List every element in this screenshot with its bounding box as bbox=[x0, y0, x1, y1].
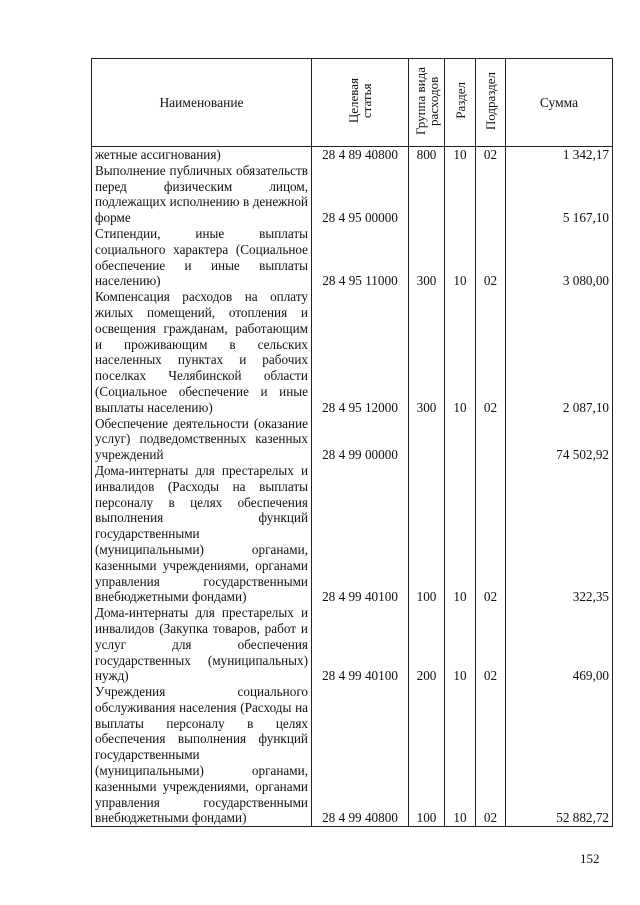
cell-name: жетные ассигнования) bbox=[92, 147, 312, 163]
table-row bbox=[92, 684, 613, 827]
cell-subsection: 02 bbox=[476, 605, 506, 684]
table-row bbox=[92, 289, 613, 415]
cell-target-article: 28 4 95 11000 bbox=[312, 226, 409, 289]
cell-sum: 322,35 bbox=[506, 463, 613, 605]
header-name: Наименование bbox=[92, 59, 312, 147]
budget-table bbox=[91, 58, 613, 827]
cell-expense-group: 800 bbox=[409, 147, 445, 163]
cell-section bbox=[445, 163, 476, 226]
cell-target-article: 28 4 89 40800 bbox=[312, 147, 409, 163]
cell-subsection: 02 bbox=[476, 463, 506, 605]
table-row bbox=[92, 163, 613, 226]
cell-name: Компенсация расходов на оплату жилых помещений, отопления и освещения гражданам, работающим и проживающим в сельских населенных пунктах и рабочих поселках Челябинской области (Социальное обеспечение и иные выплаты населению) bbox=[92, 289, 312, 415]
cell-name: Дома-интернаты для престарелых и инвалидов (Закупка товаров, работ и услуг для обеспечения государственных (муниципальных) нужд) bbox=[92, 605, 312, 684]
cell-subsection: 02 bbox=[476, 226, 506, 289]
cell-section: 10 bbox=[445, 684, 476, 827]
cell-expense-group bbox=[409, 416, 445, 463]
cell-target-article: 28 4 99 40100 bbox=[312, 605, 409, 684]
cell-name: Стипендии, иные выплаты социального характера (Социальное обеспечение и иные выплаты населению) bbox=[92, 226, 312, 289]
cell-subsection bbox=[476, 416, 506, 463]
cell-section: 10 bbox=[445, 226, 476, 289]
cell-name: Дома-интернаты для престарелых и инвалидов (Расходы на выплаты персоналу в целях обеспечения выполнения функций государственными (муниципальными) органами, казенными учреждениями, органами управления государственными внебюджетными фондами) bbox=[92, 463, 312, 605]
cell-expense-group: 200 bbox=[409, 605, 445, 684]
header-subsection: Подраздел bbox=[476, 59, 506, 147]
cell-name: Обеспечение деятельности (оказание услуг) подведомственных казенных учреждений bbox=[92, 416, 312, 463]
table-row bbox=[92, 147, 613, 163]
cell-subsection: 02 bbox=[476, 289, 506, 415]
cell-section: 10 bbox=[445, 605, 476, 684]
cell-target-article: 28 4 99 00000 bbox=[312, 416, 409, 463]
cell-expense-group: 300 bbox=[409, 289, 445, 415]
cell-sum: 74 502,92 bbox=[506, 416, 613, 463]
cell-sum: 52 882,72 bbox=[506, 684, 613, 827]
page-number: 152 bbox=[580, 851, 600, 866]
header-expense-group: Группа вида расходов bbox=[409, 59, 445, 147]
cell-section: 10 bbox=[445, 147, 476, 163]
cell-name: Выполнение публичных обязательств перед физическим лицом, подлежащих исполнению в денежной форме bbox=[92, 163, 312, 226]
cell-sum: 1 342,17 bbox=[506, 147, 613, 163]
header-target-article: Целевая статья bbox=[312, 59, 409, 147]
cell-sum: 3 080,00 bbox=[506, 226, 613, 289]
header-sum: Сумма bbox=[506, 59, 613, 147]
cell-sum: 469,00 bbox=[506, 605, 613, 684]
table-header-row bbox=[92, 59, 613, 147]
header-section: Раздел bbox=[445, 59, 476, 147]
cell-target-article: 28 4 95 12000 bbox=[312, 289, 409, 415]
cell-subsection bbox=[476, 163, 506, 226]
cell-expense-group: 100 bbox=[409, 463, 445, 605]
table-row bbox=[92, 416, 613, 463]
cell-subsection: 02 bbox=[476, 147, 506, 163]
cell-section bbox=[445, 416, 476, 463]
cell-section: 10 bbox=[445, 463, 476, 605]
cell-sum: 2 087,10 bbox=[506, 289, 613, 415]
cell-subsection: 02 bbox=[476, 684, 506, 827]
table-row bbox=[92, 463, 613, 605]
cell-section: 10 bbox=[445, 289, 476, 415]
cell-expense-group: 100 bbox=[409, 684, 445, 827]
cell-target-article: 28 4 99 40800 bbox=[312, 684, 409, 827]
table-row bbox=[92, 605, 613, 684]
cell-name: Учреждения социального обслуживания населения (Расходы на выплаты персоналу в целях обеспечения выполнения функций государственными (муниципальными) органами, казенными учреждениями, органами управления государственными внебюджетными фондами) bbox=[92, 684, 312, 827]
cell-expense-group bbox=[409, 163, 445, 226]
cell-sum: 5 167,10 bbox=[506, 163, 613, 226]
cell-target-article: 28 4 99 40100 bbox=[312, 463, 409, 605]
cell-expense-group: 300 bbox=[409, 226, 445, 289]
table-row bbox=[92, 226, 613, 289]
cell-target-article: 28 4 95 00000 bbox=[312, 163, 409, 226]
